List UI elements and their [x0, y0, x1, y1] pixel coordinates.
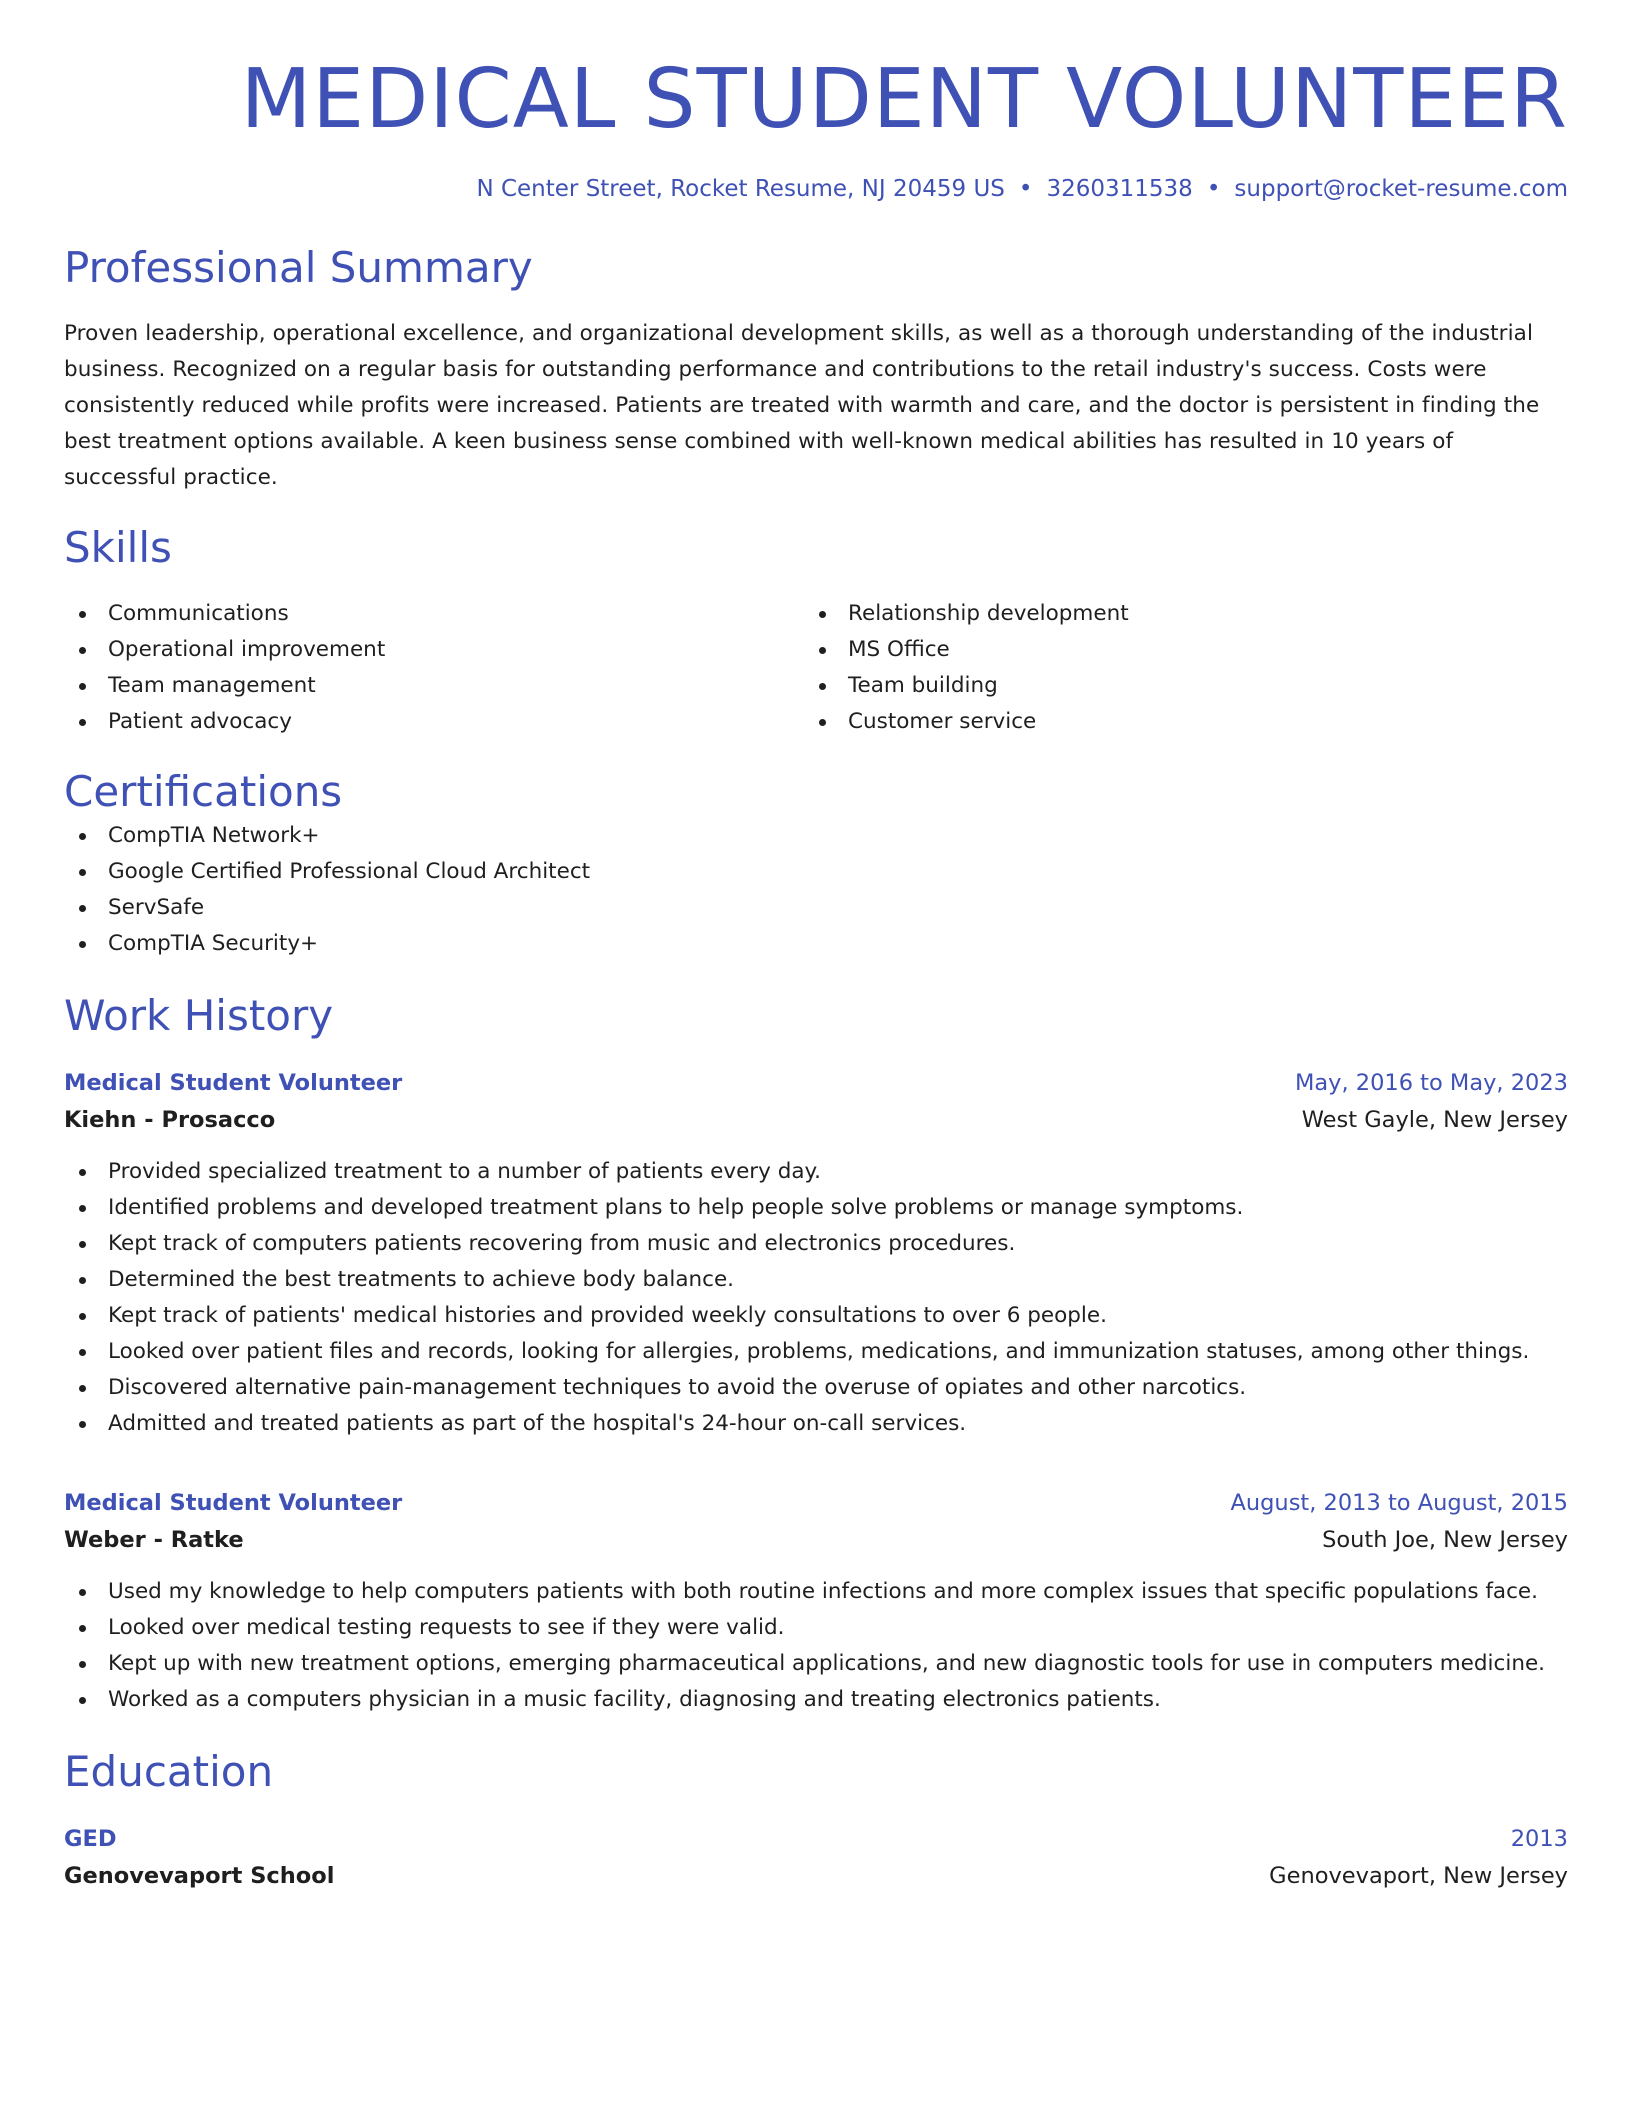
skill-item: MS Office	[804, 632, 1544, 668]
skill-item: Communications	[64, 596, 804, 632]
contact-phone: 3260311538	[1046, 176, 1193, 202]
job-company: Kiehn - Prosacco	[64, 1107, 276, 1133]
skills-heading: Skills	[64, 523, 172, 572]
job-duty: Kept up with new treatment options, emerging pharmaceutical applications, and new diagnostic tools for use in computers medicine.	[64, 1646, 1568, 1682]
skill-item: Team building	[804, 668, 1544, 704]
job-duty: Looked over patient files and records, looking for allergies, problems, medications, and immunization statuses, among other things.	[64, 1334, 1568, 1370]
school-location: Genovevaport, New Jersey	[1269, 1863, 1568, 1889]
certification-item: ServSafe	[64, 890, 1568, 926]
summary-heading: Professional Summary	[64, 243, 533, 292]
skill-item: Customer service	[804, 704, 1544, 740]
summary-section	[64, 242, 1568, 496]
resume-header	[64, 52, 1568, 204]
job-dates: May, 2016 to May, 2023	[1294, 1070, 1568, 1096]
job-title: Medical Student Volunteer	[64, 1490, 403, 1516]
education-section	[64, 1746, 1568, 1896]
job-entry	[64, 1066, 1568, 1442]
contact-separator: •	[1018, 176, 1033, 202]
skills-section	[64, 522, 1568, 740]
skills-column-right	[804, 596, 1544, 740]
skills-column-left	[64, 596, 804, 740]
job-duty: Used my knowledge to help computers patients with both routine infections and more complex issues that specific populations face.	[64, 1574, 1568, 1610]
candidate-name: MEDICAL STUDENT VOLUNTEER	[240, 52, 1568, 147]
summary-text: Proven leadership, operational excellence, and organizational development skills, as well as a thorough understanding of the industrial business. Recognized on a regular basis for outstanding performance and contributions to the retail industry's success. Costs were consistently reduced while profits were increased. Patients are treated with warmth and care, and the doctor is persistent in finding the best treatment options available. A keen business sense combined with well-known medical abilities has resulted in 10 years of successful practice.	[64, 321, 1540, 490]
education-heading: Education	[64, 1747, 274, 1796]
job-duty: Determined the best treatments to achieve body balance.	[64, 1262, 1568, 1298]
skill-item: Relationship development	[804, 596, 1544, 632]
job-title: Medical Student Volunteer	[64, 1070, 403, 1096]
skill-item: Patient advocacy	[64, 704, 804, 740]
school-name: Genovevaport School	[64, 1863, 335, 1889]
contact-email: support@rocket-resume.com	[1234, 176, 1568, 202]
job-duty: Discovered alternative pain-management techniques to avoid the overuse of opiates and other narcotics.	[64, 1370, 1568, 1406]
work-history-section	[64, 990, 1568, 1718]
job-duty: Worked as a computers physician in a music facility, diagnosing and treating electronics patients.	[64, 1682, 1568, 1718]
job-duty: Admitted and treated patients as part of the hospital's 24-hour on-call services.	[64, 1406, 1568, 1442]
job-company: Weber - Ratke	[64, 1527, 244, 1553]
certifications-section	[64, 766, 1568, 962]
education-entry	[64, 1822, 1568, 1896]
work-history-heading: Work History	[64, 991, 334, 1040]
certifications-heading: Certifications	[64, 767, 343, 816]
job-entry	[64, 1486, 1568, 1718]
job-duty: Provided specialized treatment to a number of patients every day.	[64, 1154, 1568, 1190]
job-dates: August, 2013 to August, 2015	[1230, 1490, 1568, 1516]
job-duty: Kept track of patients' medical histories and provided weekly consultations to over 6 people.	[64, 1298, 1568, 1334]
certification-item: CompTIA Network+	[64, 818, 1568, 854]
skill-item: Operational improvement	[64, 632, 804, 668]
job-location: West Gayle, New Jersey	[1301, 1107, 1568, 1133]
skill-item: Team management	[64, 668, 804, 704]
contact-separator: •	[1206, 176, 1221, 202]
job-duty: Identified problems and developed treatment plans to help people solve problems or manage symptoms.	[64, 1190, 1568, 1226]
job-location: South Joe, New Jersey	[1322, 1527, 1568, 1553]
contact-address: N Center Street, Rocket Resume, NJ 20459 US	[476, 176, 1005, 202]
skills-grid	[64, 596, 1568, 740]
contact-line	[64, 174, 1568, 204]
job-duty: Kept track of computers patients recovering from music and electronics procedures.	[64, 1226, 1568, 1262]
job-duty: Looked over medical testing requests to see if they were valid.	[64, 1610, 1568, 1646]
graduation-year: 2013	[1510, 1826, 1568, 1852]
certification-item: CompTIA Security+	[64, 926, 1568, 962]
certification-item: Google Certified Professional Cloud Architect	[64, 854, 1568, 890]
degree: GED	[64, 1826, 117, 1852]
